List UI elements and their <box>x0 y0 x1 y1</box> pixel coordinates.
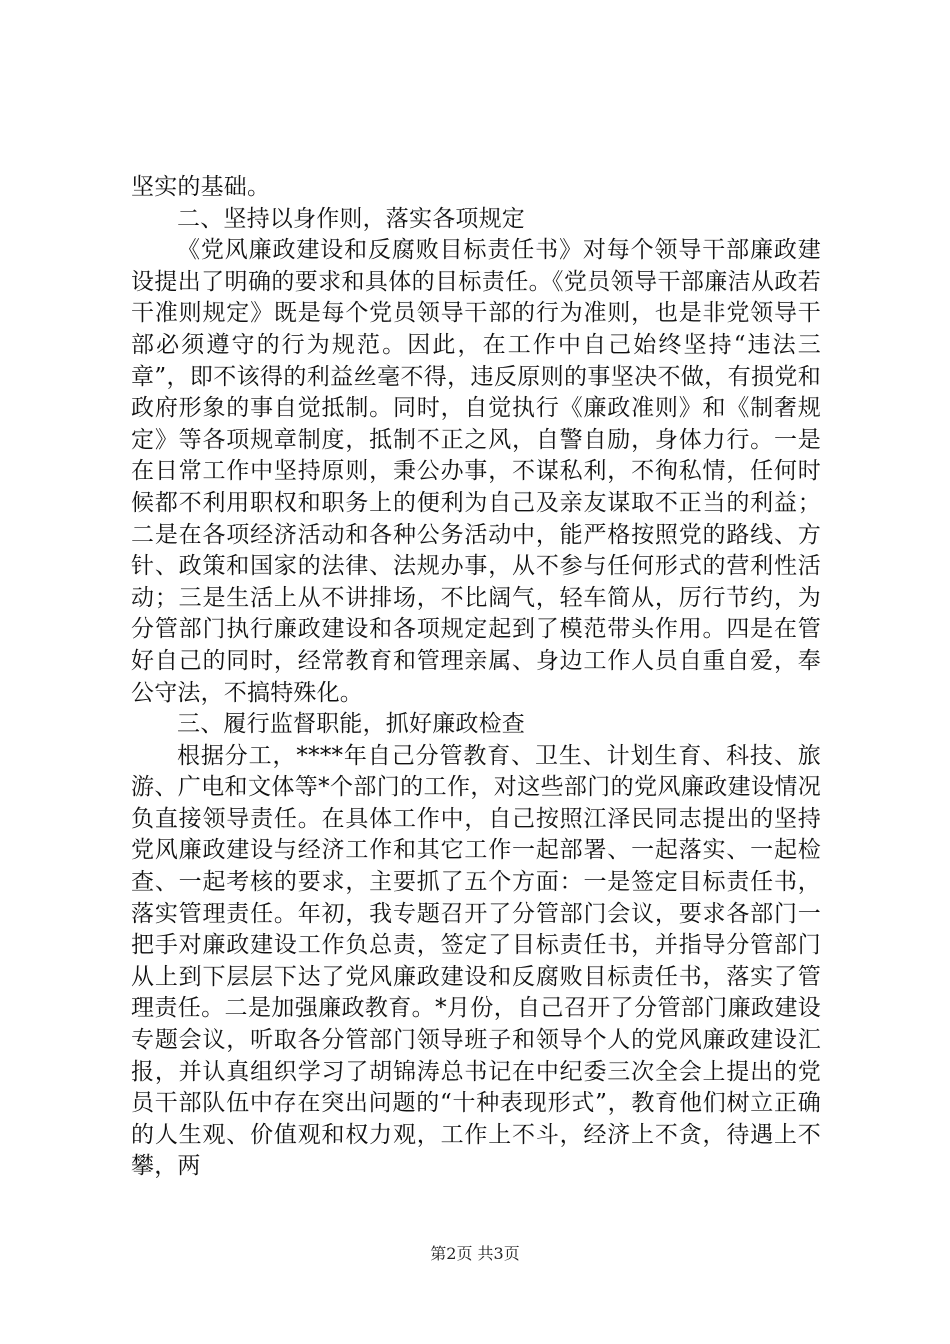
document-body <box>131 172 821 1183</box>
page-footer <box>0 1244 950 1264</box>
paragraph-section-2: 《党风廉政建设和反腐败目标责任书》对每个领导干部廉政建设提出了明确的要求和具体的目标责任。《党员领导干部廉洁从政若干准则规定》既是每个党员领导干部的行为准则，也是非党领导干部必须遵守的行为规范。因此，在工作中自己始终坚持“违法三章”，即不该得的利益丝毫不得，违反原则的事坚决不做，有损党和政府形象的事自觉抵制。同时，自觉执行《廉政准则》和《制奢规定》等各项规章制度，抵制不正之风，自警自励，身体力行。一是在日常工作中坚持原则，秉公办事，不谋私利，不徇私情，任何时候都不利用职权和职务上的便利为自己及亲友谋取不正当的利益；二是在各项经济活动和各种公务活动中，能严格按照党的路线、方针、政策和国家的法律、法规办事，从不参与任何形式的营利性活动；三是生活上从不讲排场，不比阔气，轻车简从，厉行节约，为分管部门执行廉政建设和各项规定起到了模范带头作用。四是在管好自己的同时，经常教育和管理亲属、身边工作人员自重自爱，奉公守法，不搞特殊化。 <box>131 237 821 706</box>
paragraph-continuation: 坚实的基础。 <box>131 174 271 200</box>
page-number-label: 第2页 共3页 <box>430 1244 520 1263</box>
section-heading-3: 三、履行监督职能，抓好廉政检查 <box>177 711 525 738</box>
paragraph-section-3: 根据分工，****年自己分管教育、卫生、计划生育、科技、旅游、广电和文体等*个部门的工作，对这些部门的党风廉政建设情况负直接领导责任。在具体工作中，自己按照江泽民同志提出的坚持党风廉政建设与经济工作和其它工作一起部署、一起落实、一起检查、一起考核的要求，主要抓了五个方面：一是签定目标责任书，落实管理责任。年初，我专题召开了分管部门会议，要求各部门一把手对廉政建设工作负总责，签定了目标责任书，并指导分管部门从上到下层层下达了党风廉政建设和反腐败目标责任书，落实了管理责任。二是加强廉政教育。*月份，自己召开了分管部门廉政建设专题会议，听取各分管部门领导班子和领导个人的党风廉政建设汇报，并认真组织学习了胡锦涛总书记在中纪委三次全会上提出的党员干部队伍中存在突出问题的“十种表现形式”，教育他们树立正确的人生观、价值观和权力观，工作上不斗，经济上不贪，待遇上不攀，两 <box>131 742 821 1180</box>
section-heading-2: 二、坚持以身作则，落实各项规定 <box>177 205 525 232</box>
